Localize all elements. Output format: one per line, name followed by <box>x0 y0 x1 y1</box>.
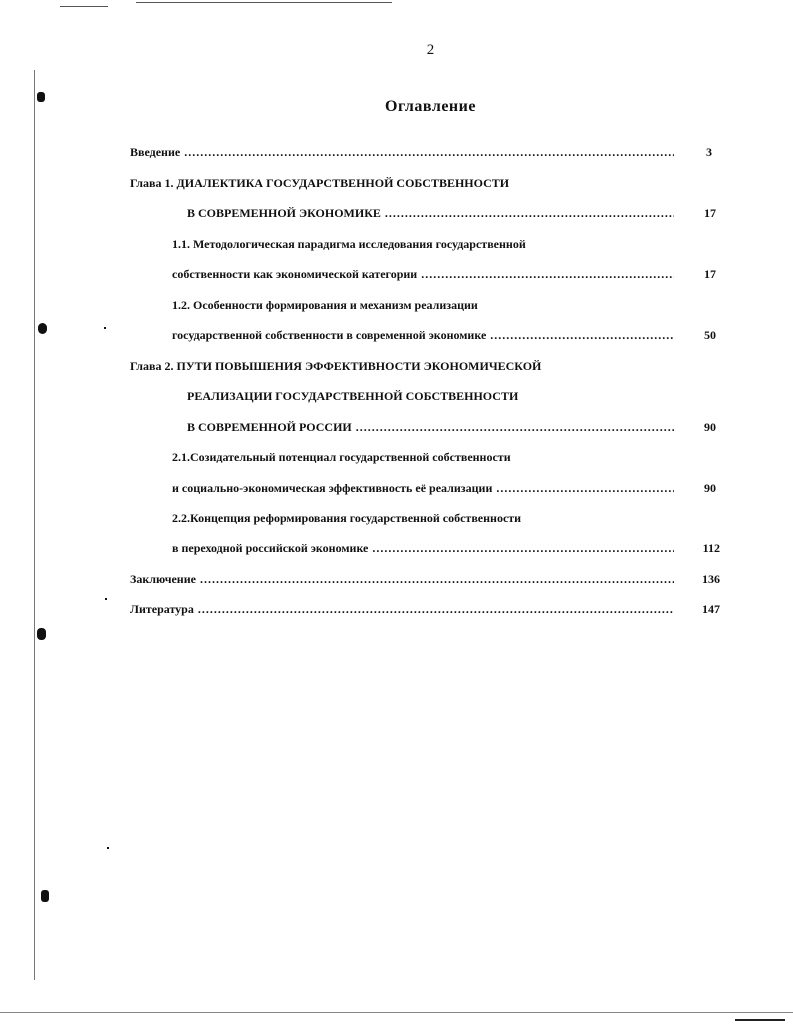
toc-entry-chapter-2-line-1: Глава 2. ПУТИ ПОВЫШЕНИЯ ЭФФЕКТИВНОСТИ ЭКОНОМИЧЕСКОЙ <box>130 359 542 373</box>
page-ref-2-2: 112 <box>702 541 720 555</box>
toc-entry-1-1-line-1: 1.1. Методологическая парадигма исследования государственной <box>172 237 526 251</box>
toc-entry-chapter-2-line-3: В СОВРЕМЕННОЙ РОССИИ ..... <box>187 420 676 435</box>
toc-entry-literature: Литература ..... <box>130 602 676 617</box>
left-margin-line <box>34 70 35 980</box>
page-ref-1-1: 17 <box>704 267 716 281</box>
page-ref-conclusion: 136 <box>702 572 720 586</box>
bottom-rule <box>0 1012 793 1013</box>
toc-entry-2-2-line-1: 2.2.Концепция реформирования государственной собственности <box>172 511 522 525</box>
toc-entry-1-2-line-1: 1.2. Особенности формирования и механизм реализации <box>172 298 478 312</box>
toc-entry-chapter-1-line-2: В СОВРЕМЕННОЙ ЭКОНОМИКЕ ..... <box>187 206 676 221</box>
speck-2 <box>105 598 107 600</box>
page-ref-2-1: 90 <box>704 481 716 495</box>
binder-hole-4 <box>41 890 49 902</box>
toc-entry-1-2-line-2: государственной собственности в современной экономике ..... <box>172 328 676 343</box>
toc-entry-conclusion: Заключение ..... <box>130 572 676 587</box>
toc-entry-2-1-line-1: 2.1.Созидательный потенциал государственной собственности <box>172 450 511 464</box>
toc-title: Оглавление <box>385 98 476 115</box>
binder-hole-3 <box>37 628 46 640</box>
page-ref-chapter-2: 90 <box>704 420 716 434</box>
page-ref-literature: 147 <box>702 602 720 616</box>
speck-3 <box>107 847 109 849</box>
toc-entry-1-1-line-2: собственности как экономической категории ..... <box>172 267 676 282</box>
bottom-rule-right <box>735 1019 785 1021</box>
page-ref-chapter-1: 17 <box>704 206 716 220</box>
page-ref-1-2: 50 <box>704 328 716 342</box>
speck-1 <box>104 327 106 329</box>
top-rule-right <box>136 2 392 3</box>
toc-entry-introduction: Введение ..... <box>130 145 676 160</box>
toc-entry-chapter-1-line-1: Глава 1. ДИАЛЕКТИКА ГОСУДАРСТВЕННОЙ СОБСТВЕННОСТИ <box>130 176 510 190</box>
toc-entry-chapter-2-line-2: РЕАЛИЗАЦИИ ГОСУДАРСТВЕННОЙ СОБСТВЕННОСТИ <box>187 389 519 403</box>
top-rule-left <box>60 6 108 7</box>
page-number: 2 <box>426 42 435 58</box>
toc-entry-2-1-line-2: и социально-экономическая эффективность её реализации ..... <box>172 481 676 496</box>
binder-hole-2 <box>38 323 47 334</box>
page-ref-introduction: 3 <box>706 145 712 159</box>
toc-entry-2-2-line-2: в переходной российской экономике ..... <box>172 541 676 556</box>
